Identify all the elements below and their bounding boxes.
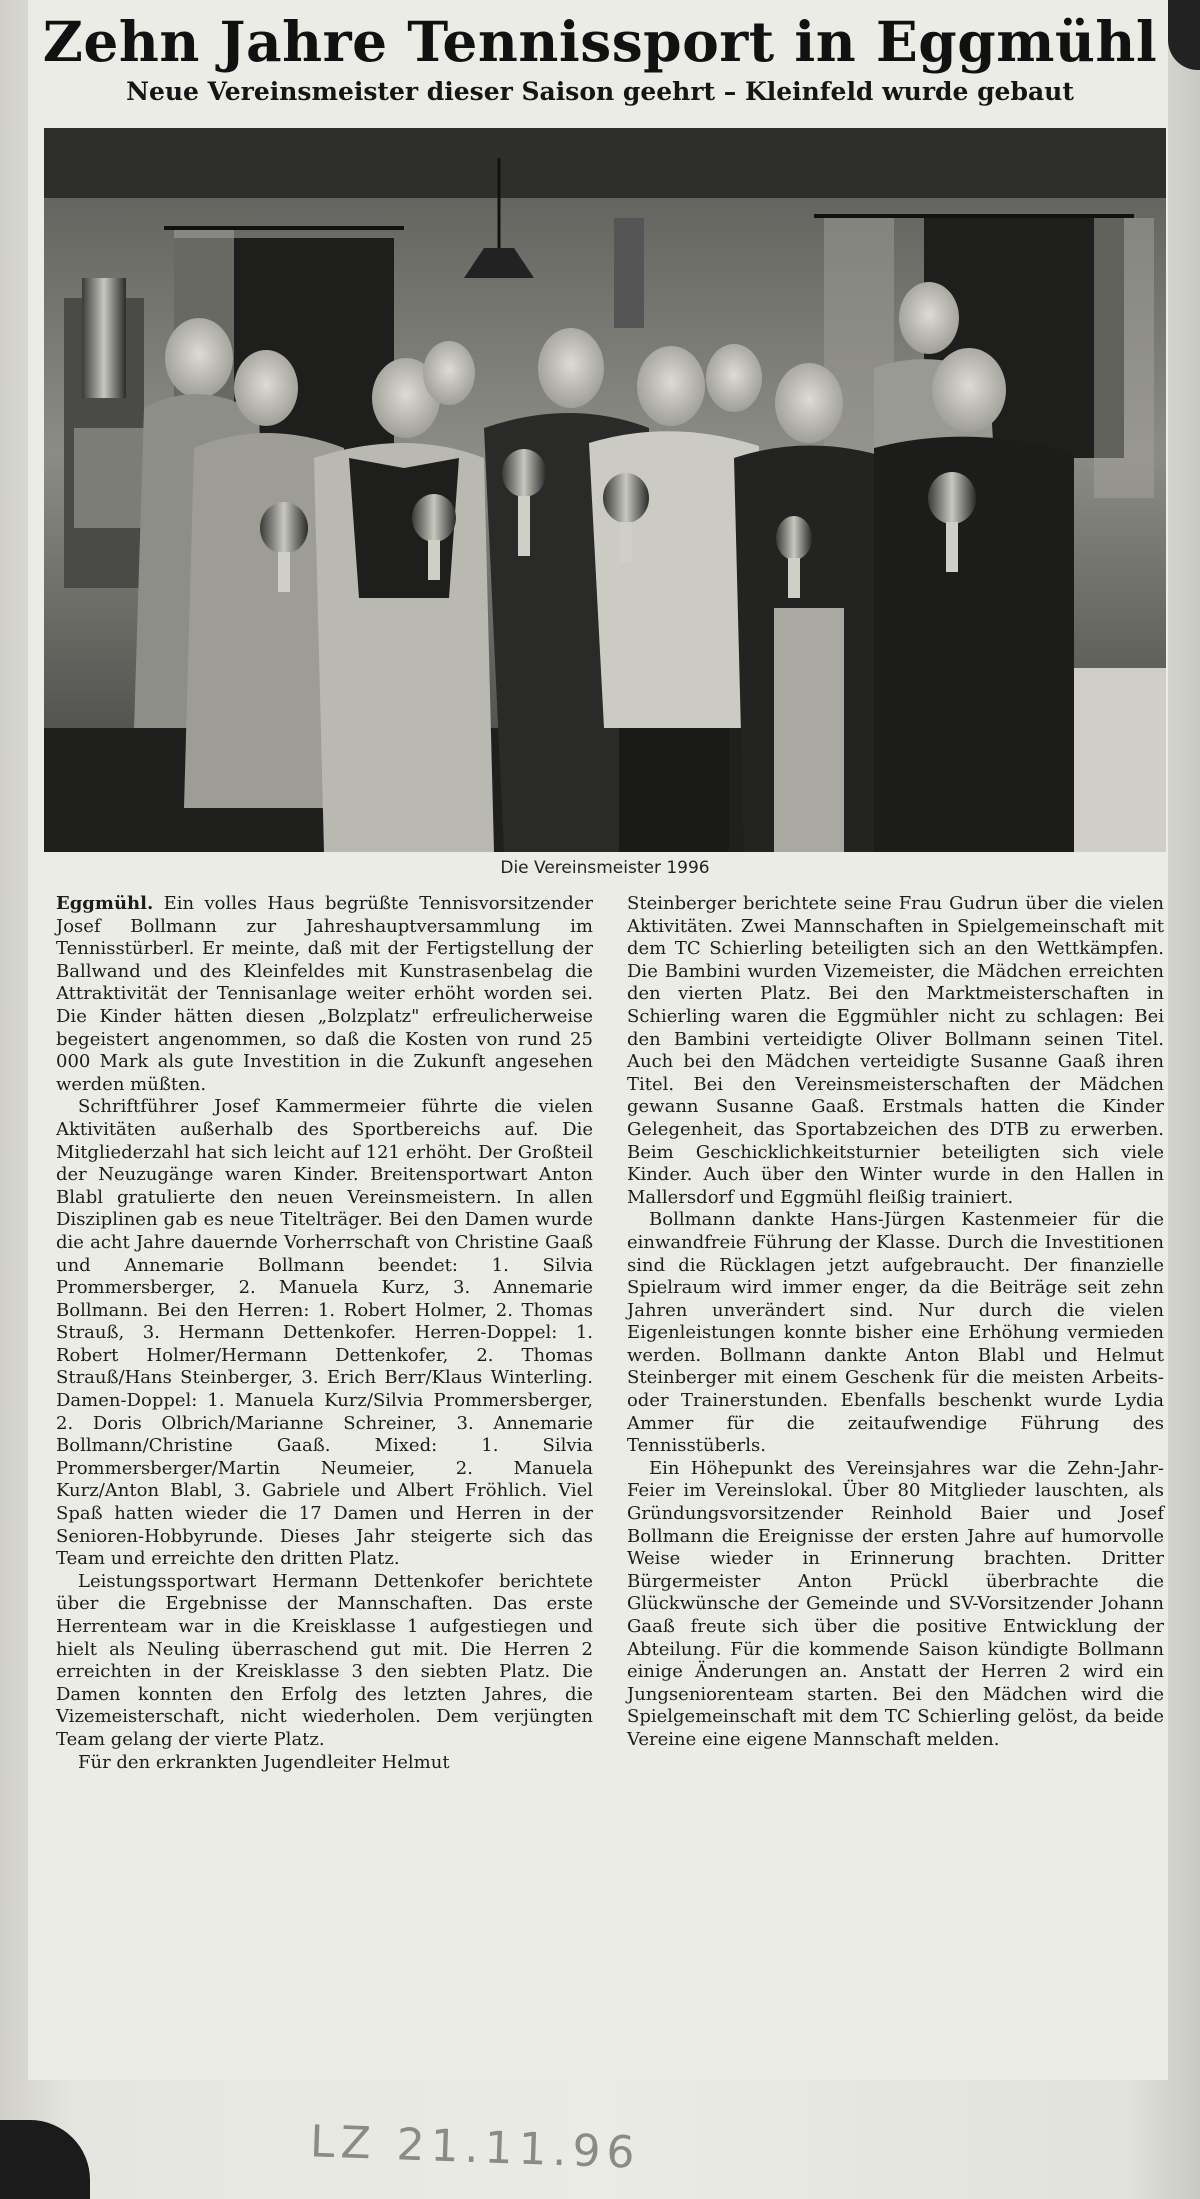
- group-photo-image: [44, 128, 1166, 852]
- article-paragraph: Leistungssportwart Hermann Dettenkofer berichtete über die Ergebnisse der Mannschaften. Das erste Herrenteam war in die Kreisklasse 1 aufgestiegen und hielt als Neuling überraschend gut mit. Die Herren 2 erreichten in der Kreisklasse 3 den siebten Platz. Die Damen konnten den Erfolg des letzten Jahres, die Vizemeisterschaft, nicht wiederholen. Dem verjüngten Team gelang der vierte Platz.: [56, 1570, 593, 1750]
- article-paragraph: Ein Höhepunkt des Vereinsjahres war die Zehn-Jahr-Feier im Vereinslokal. Über 80 Mitglieder lauschten, als Gründungsvorsitzender Reinhold Baier und Josef Bollmann die Ereignisse der ersten Jahre auf humorvolle Weise wieder in Erinnerung brachten. Dritter Bürgermeister Anton Prückl überbrachte die Glückwünsche der Gemeinde und SV-Vorsitzender Johann Gaaß freute sich über die positive Entwicklung der Abteilung. Für die kommende Saison kündigte Bollmann einige Änderungen an. Anstatt der Herren 2 wird ein Jungseniorenteam starten. Bei den Mädchen wird die Spielgemeinschaft mit dem TC Schierling gelöst, da beide Vereine eine eigene Mannschaft melden.: [627, 1457, 1164, 1750]
- group-photo: [44, 128, 1166, 852]
- article-paragraph: Bollmann dankte Hans-Jürgen Kastenmeier für die einwandfreie Führung der Klasse. Durch die Investitionen sind die Rücklagen jetzt aufgebraucht. Der finanzielle Spielraum wird immer enger, da die Beiträge seit zehn Jahren unverändert sind. Nur durch die vielen Eigenleistungen konnte bisher eine Erhöhung vermieden werden. Bollmann dankte Anton Blabl und Helmut Steinberger mit einem Geschenk für die meisten Arbeits- oder Trainerstunden. Ebenfalls beschenkt wurde Lydia Ammer für die zeitaufwendige Führung des Tennisstüberls.: [627, 1209, 1164, 1457]
- article-dateline: Eggmühl.: [56, 893, 154, 914]
- handwritten-source-note: LZ 21.11.96: [309, 2116, 642, 2179]
- article-paragraph: [56, 893, 593, 1096]
- article-paragraph: Schriftführer Josef Kammermeier führte die vielen Aktivitäten außerhalb des Sportbereichs auf. Die Mitgliederzahl hat sich leicht auf 121 erhöht. Der Großteil der Neuzugänge waren Kinder. Breitensportwart Anton Blabl gratulierte den neuen Vereinsmeistern. In allen Disziplinen gab es neue Titelträger. Bei den Damen wurde die acht Jahre dauernde Vorherrschaft von Christine Gaaß und Annemarie Bollmann beendet: 1. Silvia Prommersberger, 2. Manuela Kurz, 3. Annemarie Bollmann. Bei den Herren: 1. Robert Holmer, 2. Thomas Strauß, 3. Hermann Dettenkofer. Herren-Doppel: 1. Robert Holmer/Hermann Dettenkofer, 2. Thomas Strauß/Hans Steinberger, 3. Erich Berr/Klaus Winterling. Damen-Doppel: 1. Manuela Kurz/Silvia Prommersberger, 2. Doris Olbrich/Marianne Schreiner, 3. Annemarie Bollmann/Christine Gaaß. Mixed: 1. Silvia Prommersberger/Martin Neumeier, 2. Manuela Kurz/Anton Blabl, 3. Gabriele und Albert Fröhlich. Viel Spaß hatten wieder die 17 Damen und Herren in der Senioren-Hobbyrunde. Dieses Jahr steigerte sich das Team und erreichte den dritten Platz.: [56, 1096, 593, 1570]
- article-paragraph: Für den erkrankten Jugendleiter Helmut: [78, 1751, 450, 1773]
- article-column-right: [627, 893, 1164, 1752]
- article-paragraph: Steinberger berichtete seine Frau Gudrun über die vielen Aktivitäten. Zwei Mannschaften in Spielgemeinschaft mit dem TC Schierling beteiligten sich an den Wettkämpfen. Die Bambini wurden Vizemeister, die Mädchen erreichten den vierten Platz. Bei den Marktmeisterschaften in Schierling waren die Eggmühler nicht zu schlagen: Bei den Bambini verteidigte Oliver Bollmann seinen Titel. Auch bei den Mädchen verteidigte Susanne Gaaß ihren Titel. Bei den Vereinsmeisterschaften der Mädchen gewann Susanne Gaaß. Erstmals hatten die Kinder Gelegenheit, das Sportabzeichen des DTB zu erwerben. Beim Geschicklichkeitsturnier beteiligten sich viele Kinder. Auch über den Winter wurde in den Hallen in Mallersdorf und Eggmühl fleißig trainiert.: [627, 893, 1164, 1208]
- article-paragraph-text: Ein volles Haus begrüßte Tennisvorsitzender Josef Bollmann zur Jahreshauptversammlung im Tennisstürberl. Er meinte, daß mit der Fertigstellung der Ballwand und des Kleinfeldes mit Kunstrasenbelag die Attraktivität der Tennisanlage weiter erhöht worden sei. Die Kinder hätten diesen „Bolzplatz" erfreulicherweise begeistert angenommen, so daß die Kosten von rund 25 000 Mark als gute Investition in die Zukunft angesehen werden müßten.: [56, 893, 593, 1095]
- article-subheadline: Neue Vereinsmeister dieser Saison geehrt – Kleinfeld wurde gebaut: [126, 77, 1074, 106]
- article-column-left: [56, 893, 593, 1774]
- article-headline: Zehn Jahre Tennissport in Eggmühl: [42, 9, 1158, 74]
- photo-caption: Die Vereinsmeister 1996: [500, 858, 710, 878]
